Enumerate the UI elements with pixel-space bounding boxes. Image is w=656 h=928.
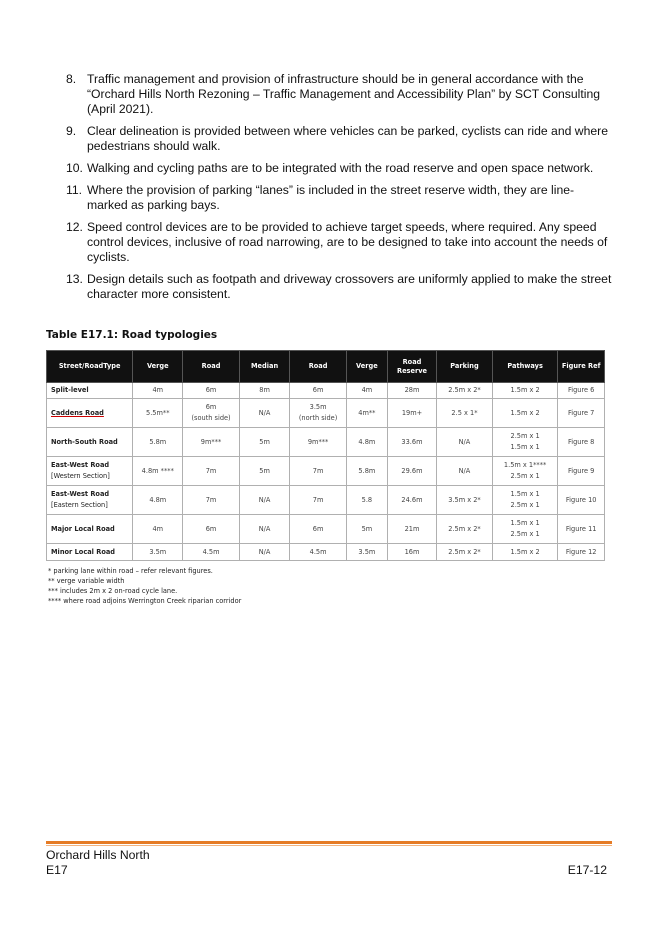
- cell-road: 6m (south side): [183, 399, 240, 428]
- cell-parking: N/A: [437, 428, 493, 457]
- cell-figure-ref: Figure 10: [558, 486, 605, 515]
- header-street-roadtype: Street/RoadType: [47, 351, 133, 383]
- cell-road-name: Caddens Road: [47, 399, 133, 428]
- condition-item: [66, 183, 614, 213]
- table-row: [47, 457, 605, 486]
- header-road: Road: [290, 351, 347, 383]
- condition-item: [66, 220, 614, 265]
- header-road: Road: [183, 351, 240, 383]
- cell-road-name: East-West Road [Western Section]: [47, 457, 133, 486]
- cell-pathways: 1.5m x 2: [492, 399, 557, 428]
- cell-figure-ref: Figure 8: [558, 428, 605, 457]
- condition-item: [66, 124, 614, 154]
- footer-section-code: E17: [46, 863, 68, 877]
- condition-number: 12.: [66, 220, 83, 234]
- table-note: * parking lane within road – refer relevant figures.: [48, 567, 213, 575]
- cell-figure-ref: Figure 6: [558, 383, 605, 399]
- condition-text: Where the provision of parking “lanes” is included in the street reserve width, they are line-marked as parking bays.: [87, 183, 575, 212]
- cell-road: 6m: [183, 515, 240, 544]
- cell-pathways: 1.5m x 1 2.5m x 1: [492, 486, 557, 515]
- cell-road-reserve: 21m: [387, 515, 436, 544]
- condition-text: Design details such as footpath and driveway crossovers are uniformly applied to make the street character more consistent.: [87, 272, 612, 301]
- cell-road: 6m: [290, 515, 347, 544]
- cell-road-reserve: 24.6m: [387, 486, 436, 515]
- cell-median: 8m: [239, 383, 289, 399]
- cell-pathways: 2.5m x 1 1.5m x 1: [492, 428, 557, 457]
- condition-text: Walking and cycling paths are to be integrated with the road reserve and open space network.: [87, 161, 594, 175]
- footer-rule: [46, 841, 612, 844]
- table-header-row: [47, 351, 605, 383]
- cell-road-name: Split-level: [47, 383, 133, 399]
- cell-road: 3.5m (north side): [290, 399, 347, 428]
- cell-road-reserve: 29.6m: [387, 457, 436, 486]
- table-row: [47, 486, 605, 515]
- condition-item: [66, 72, 614, 117]
- condition-number: 9.: [66, 124, 77, 138]
- cell-figure-ref: Figure 7: [558, 399, 605, 428]
- cell-verge: 3.5m: [346, 544, 387, 561]
- table-row: [47, 544, 605, 561]
- cell-pathways: 1.5m x 1**** 2.5m x 1: [492, 457, 557, 486]
- cell-median: 5m: [239, 428, 289, 457]
- cell-road-reserve: 19m+: [387, 399, 436, 428]
- cell-verge: 5m: [346, 515, 387, 544]
- condition-text: Traffic management and provision of infrastructure should be in general accordance with the “Orchard Hills North Rezoning – Traffic Management and Accessibility Plan” by SCT Consulting (April 2021).: [87, 72, 601, 116]
- condition-item: [66, 272, 614, 302]
- cell-verge: 5.8: [346, 486, 387, 515]
- cell-parking: 3.5m x 2*: [437, 486, 493, 515]
- condition-text: Clear delineation is provided between where vehicles can be parked, cyclists can ride and where pedestrians should walk.: [87, 124, 608, 153]
- header-road-reserve: Road Reserve: [387, 351, 436, 383]
- footer-page-number: E17-12: [567, 863, 607, 877]
- cell-road-reserve: 16m: [387, 544, 436, 561]
- header-verge: Verge: [133, 351, 183, 383]
- cell-parking: 2.5m x 2*: [437, 544, 493, 561]
- cell-road-name: East-West Road [Eastern Section]: [47, 486, 133, 515]
- cell-road: 9m***: [183, 428, 240, 457]
- cell-figure-ref: Figure 11: [558, 515, 605, 544]
- cell-parking: 2.5m x 2*: [437, 383, 493, 399]
- cell-verge: 4m: [133, 515, 183, 544]
- table-note: *** includes 2m x 2 on-road cycle lane.: [48, 587, 178, 595]
- cell-road: 4.5m: [183, 544, 240, 561]
- cell-road-name: Minor Local Road: [47, 544, 133, 561]
- cell-road-reserve: 33.6m: [387, 428, 436, 457]
- cell-parking: 2.5m x 2*: [437, 515, 493, 544]
- header-median: Median: [239, 351, 289, 383]
- header-verge: Verge: [346, 351, 387, 383]
- cell-road: 7m: [183, 457, 240, 486]
- cell-road: 7m: [290, 457, 347, 486]
- cell-road-name: North-South Road: [47, 428, 133, 457]
- condition-number: 10.: [66, 161, 83, 175]
- cell-verge: 5.8m: [346, 457, 387, 486]
- condition-number: 8.: [66, 72, 77, 86]
- cell-median: N/A: [239, 486, 289, 515]
- cell-verge: 4m: [133, 383, 183, 399]
- cell-road: 7m: [290, 486, 347, 515]
- table-row: [47, 428, 605, 457]
- cell-road-reserve: 28m: [387, 383, 436, 399]
- header-parking: Parking: [437, 351, 493, 383]
- cell-verge: 4.8m ****: [133, 457, 183, 486]
- table-row: [47, 399, 605, 428]
- cell-figure-ref: Figure 12: [558, 544, 605, 561]
- footer-document-title: Orchard Hills North: [46, 848, 150, 862]
- cell-road: 4.5m: [290, 544, 347, 561]
- cell-parking: 2.5 x 1*: [437, 399, 493, 428]
- table-row: [47, 383, 605, 399]
- table-note: **** where road adjoins Werrington Creek riparian corridor: [48, 597, 242, 605]
- cell-figure-ref: Figure 9: [558, 457, 605, 486]
- condition-number: 11.: [66, 183, 83, 197]
- cell-verge: 4.8m: [133, 486, 183, 515]
- table-note: ** verge variable width: [48, 577, 125, 585]
- cell-median: 5m: [239, 457, 289, 486]
- cell-verge: 5.5m**: [133, 399, 183, 428]
- cell-verge: 3.5m: [133, 544, 183, 561]
- cell-road: 9m***: [290, 428, 347, 457]
- cell-road-name: Major Local Road: [47, 515, 133, 544]
- cell-median: N/A: [239, 399, 289, 428]
- road-typologies-table: [46, 350, 605, 561]
- cell-road: 7m: [183, 486, 240, 515]
- condition-item: [66, 161, 614, 176]
- condition-text: Speed control devices are to be provided to achieve target speeds, where required. Any speed control devices, inclusive of road narrowing, are to be designed to take into account the needs of cyclists.: [87, 220, 608, 264]
- conditions-list: [66, 72, 614, 309]
- cell-verge: 4m**: [346, 399, 387, 428]
- cell-pathways: 1.5m x 2: [492, 544, 557, 561]
- table-notes: [48, 566, 241, 606]
- cell-verge: 4.8m: [346, 428, 387, 457]
- cell-verge: 4m: [346, 383, 387, 399]
- condition-number: 13.: [66, 272, 83, 286]
- cell-pathways: 1.5m x 1 2.5m x 1: [492, 515, 557, 544]
- header-pathways: Pathways: [492, 351, 557, 383]
- cell-verge: 5.8m: [133, 428, 183, 457]
- cell-median: N/A: [239, 515, 289, 544]
- cell-median: N/A: [239, 544, 289, 561]
- cell-pathways: 1.5m x 2: [492, 383, 557, 399]
- cell-parking: N/A: [437, 457, 493, 486]
- table-title: Table E17.1: Road typologies: [46, 329, 218, 341]
- cell-road: 6m: [183, 383, 240, 399]
- footer-rule-thin: [46, 845, 612, 846]
- header-figure-ref: Figure Ref: [558, 351, 605, 383]
- cell-road: 6m: [290, 383, 347, 399]
- table-row: [47, 515, 605, 544]
